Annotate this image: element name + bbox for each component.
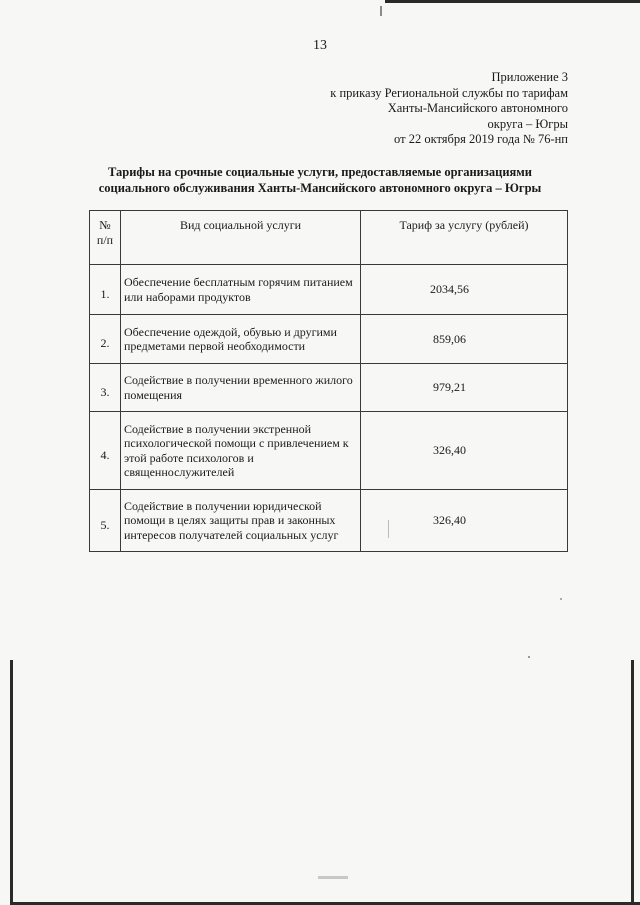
row-number: 4. [90,412,121,490]
appendix-line: к приказу Региональной службы по тарифам [330,85,568,100]
table-row [90,265,568,315]
column-header-service: Вид социальной услуги [121,211,361,265]
tariff-value: 859,06 [361,315,568,364]
scan-edge-left [10,660,13,905]
row-number: 5. [90,490,121,552]
service-name: Содействие в получении юридической помощи в целях защиты прав и законных интересов получателей социальных услуг [121,490,361,552]
appendix-header [330,70,568,148]
column-header-tariff: Тариф за услугу (рублей) [361,211,568,265]
column-header-number: № п/п [90,211,121,265]
scan-edge-top [385,0,640,3]
document-title [40,164,600,196]
page-number: 13 [313,38,327,53]
title-line-2: социального обслуживания Ханты-Мансийского автономного округа – Югры [98,181,542,195]
appendix-line: Ханты-Мансийского автономного [387,101,568,115]
row-number: 3. [90,364,121,412]
row-number: 2. [90,315,121,364]
scan-edge-right [631,660,634,905]
table-row [90,315,568,364]
tariff-value: 979,21 [361,364,568,412]
tariffs-table [89,210,568,552]
service-name: Содействие в получении экстренной психологической помощи с привлечением к этой работе психологов и священнослужителей [121,412,361,490]
service-name: Содействие в получении временного жилого помещения [121,364,361,412]
table-row [90,364,568,412]
tariff-value: 326,40 [361,412,568,490]
row-number: 1. [90,265,121,315]
table-row [90,490,568,552]
tariff-value: 2034,56 [361,265,568,315]
appendix-line: Приложение 3 [491,70,568,84]
table-header-row [90,211,568,265]
appendix-line: округа – Югры [487,116,568,131]
appendix-line: от 22 октября 2019 года № 76-нп [394,132,568,146]
tariff-value: 326,40 [361,490,568,552]
title-line-1: Тарифы на срочные социальные услуги, предоставляемые организациями [107,165,533,179]
service-name: Обеспечение бесплатным горячим питанием или наборами продуктов [121,265,361,315]
table-row [90,412,568,490]
service-name: Обеспечение одеждой, обувью и другими предметами первой необходимости [121,315,361,364]
